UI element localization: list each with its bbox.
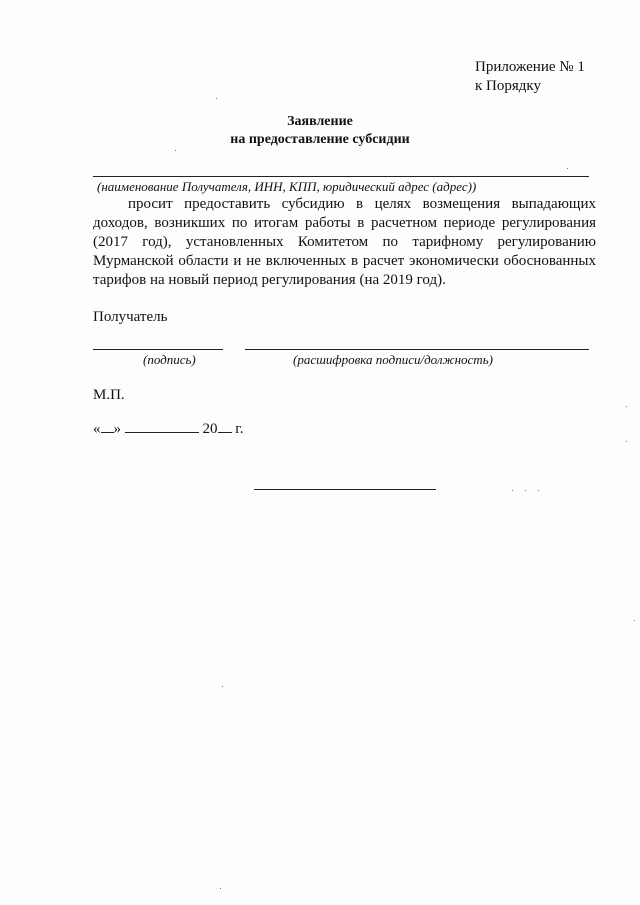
stamp-label: М.П.: [93, 387, 125, 403]
day-blank: [101, 418, 114, 433]
month-blank: [125, 418, 199, 433]
scan-speck: [222, 686, 223, 687]
scan-speck: [626, 441, 627, 442]
scan-speck: [567, 168, 568, 169]
applicant-caption: (наименование Получателя, ИНН, КПП, юридический адрес (адрес)): [97, 179, 477, 194]
annex-reference: к Порядку: [475, 78, 541, 94]
scan-speck: [634, 620, 635, 621]
scan-speck: [216, 98, 217, 99]
date-close-quote: »: [113, 421, 121, 437]
scan-speck: [626, 406, 627, 407]
scan-speck: [512, 490, 513, 491]
scan-speck: [175, 150, 176, 151]
year-blank: [218, 418, 232, 433]
document-title: Заявление: [287, 114, 353, 129]
signature-caption: (подпись): [143, 352, 196, 367]
date-line: [93, 418, 243, 438]
scan-speck: [538, 490, 539, 491]
annex-number: Приложение № 1: [475, 59, 585, 75]
scan-speck: [220, 888, 221, 889]
year-suffix: г.: [235, 421, 244, 437]
signature-blank-line: [93, 349, 223, 350]
scan-speck: [525, 490, 526, 491]
request-paragraph: просит предоставить субсидию в целях возмещения выпадающих доходов, возникших по итогам работы в расчетном периоде регулирования (2017 год), установленных Комитетом по тарифному регулированию Мурманской области и не включенных в расчет экономически обоснованных тарифов на новый период регулирования (на 2019 год).: [93, 196, 596, 288]
decoding-blank-line: [245, 349, 589, 350]
date-open-quote: «: [93, 421, 101, 437]
year-prefix: 20: [202, 421, 218, 437]
decoding-caption: (расшифровка подписи/должность): [293, 352, 493, 367]
document-subtitle: на предоставление субсидии: [230, 132, 410, 147]
recipient-label: Получатель: [93, 309, 168, 325]
end-separator-line: [254, 489, 436, 490]
applicant-blank-line: [93, 176, 589, 177]
